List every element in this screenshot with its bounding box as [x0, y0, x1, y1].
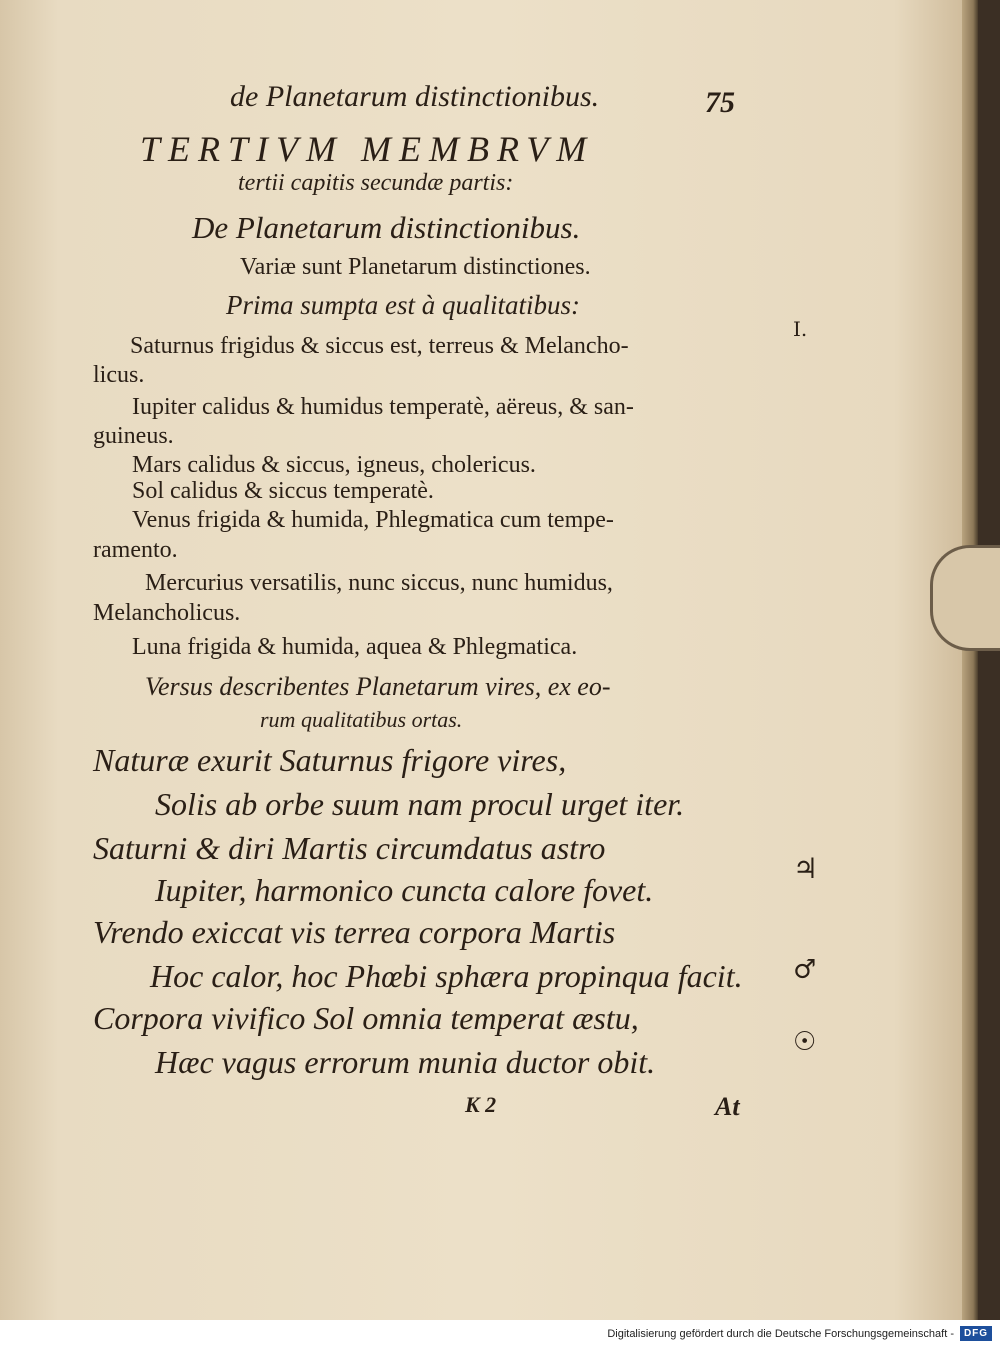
body-line: Mercurius versatilis, nunc siccus, nunc humidus,: [145, 570, 613, 596]
catchword: At: [715, 1092, 740, 1121]
body-line: ramento.: [93, 537, 178, 563]
margin-numeral: I.: [793, 317, 808, 341]
signature-mark: K 2: [465, 1092, 497, 1117]
verse-line: Solis ab orbe suum nam procul urget iter.: [155, 786, 685, 822]
section-subtitle: tertii capitis secundæ partis:: [238, 170, 514, 196]
first-heading: Prima sumpta est à qualitatibus:: [226, 290, 581, 320]
verse-line: Hæc vagus errorum munia ductor obit.: [155, 1044, 656, 1080]
mars-symbol-icon: ♂: [793, 955, 817, 985]
verse-line: Saturni & diri Martis circumdatus astro: [93, 830, 606, 866]
body-line: Luna frigida & humida, aquea & Phlegmatica.: [132, 634, 578, 660]
body-line: Iupiter calidus & humidus temperatè, aëreus, & san-: [132, 394, 634, 420]
dfg-logo: DFG: [960, 1326, 992, 1341]
binding-clip: [930, 545, 1000, 651]
body-line: Saturnus frigidus & siccus est, terreus & Melancho-: [130, 333, 629, 359]
verse-line: Hoc calor, hoc Phœbi sphæra propinqua facit.: [150, 958, 743, 994]
body-line: licus.: [93, 362, 145, 388]
verse-line: Naturæ exurit Saturnus frigore vires,: [93, 742, 567, 778]
section-title: TERTIVM MEMBRVM: [140, 129, 595, 169]
verse-line: Vrendo exiccat vis terrea corpora Martis: [93, 914, 616, 950]
page-edge: [962, 0, 978, 1320]
body-line: Sol calidus & siccus temperatè.: [132, 478, 434, 504]
jupiter-symbol-icon: ♃: [793, 852, 819, 885]
verse-line: Iupiter, harmonico cuncta calore fovet.: [155, 872, 654, 908]
sun-symbol-icon: ☉: [793, 1027, 817, 1057]
body-line: guineus.: [93, 423, 174, 449]
running-head: de Planetarum distinctionibus.: [230, 80, 600, 113]
intro-line: Variæ sunt Planetarum distinctiones.: [240, 254, 591, 280]
body-line: Melancholicus.: [93, 600, 241, 626]
verse-line: Corpora vivifico Sol omnia temperat æstu,: [93, 1000, 639, 1036]
page-number: 75: [705, 86, 735, 119]
verse-heading: rum qualitatibus ortas.: [260, 707, 463, 732]
footer-credit: Digitalisierung gefördert durch die Deutsche Forschungsgemeinschaft -: [607, 1328, 954, 1340]
verse-heading: Versus describentes Planetarum vires, ex eo-: [145, 672, 611, 701]
chapter-title: De Planetarum distinctionibus.: [192, 210, 581, 245]
body-line: Mars calidus & siccus, igneus, cholericus.: [132, 452, 536, 478]
body-line: Venus frigida & humida, Phlegmatica cum tempe-: [132, 507, 614, 533]
footer-bar: [0, 1320, 1000, 1349]
